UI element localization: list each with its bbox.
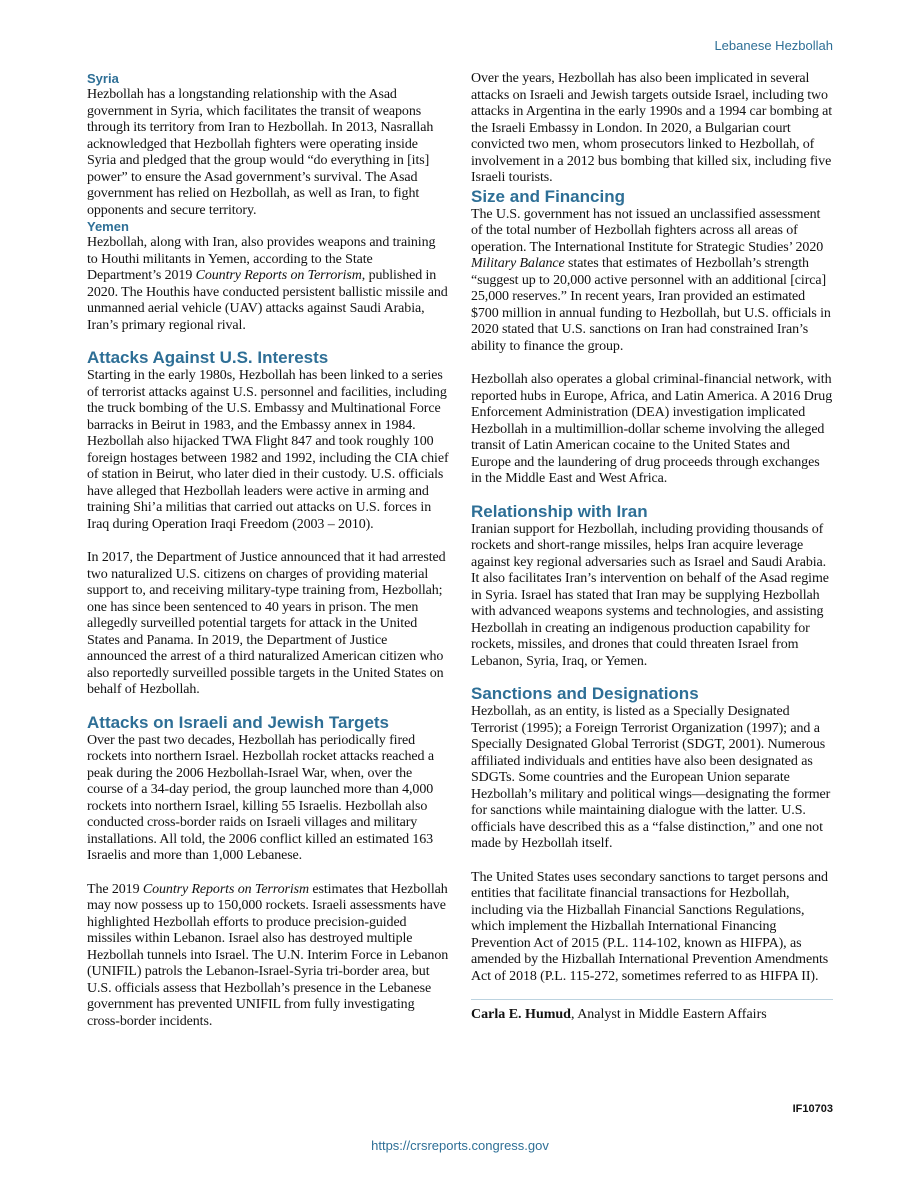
right-column: [471, 71, 833, 1023]
sanctions-paragraph-1: Hezbollah, as an entity, is listed as a Specially Designated Terrorist (1995); a Foreign Terrorist Organization (1997); and a Specially Designated Global Terrorist (SDGT, 2001). Numerous affiliated individuals and entities have also been designated as SDGTs. Some countries and the European Union separate Hezbollah’s military and political wings—designating the former for sanctions while maintaining dialogue with the latter. U.S. officials have described this as a “false distinction,” and one not made by Hezbollah itself.: [471, 704, 831, 851]
author-name: Carla E. Humud: [471, 1007, 571, 1022]
heading-syria: Syria: [87, 71, 119, 86]
section-size-financing: [471, 187, 833, 488]
heading-israeli-targets: Attacks on Israeli and Jewish Targets: [87, 712, 390, 732]
size-financing-paragraph-1: [471, 207, 833, 356]
military-balance-title: Military Balance: [471, 256, 565, 271]
size-text-1: The U.S. government has not issued an unclassified assessment of the total number of Hezbollah fighters across all areas of operation. The International Institute for Strategic Studies’ 2020: [471, 206, 824, 255]
heading-yemen: Yemen: [87, 219, 129, 234]
section-syria: [87, 71, 449, 219]
heading-us-interests: Attacks Against U.S. Interests: [87, 348, 329, 367]
section-us-interests: [87, 348, 449, 699]
section-yemen: [87, 219, 449, 334]
syria-paragraph: Hezbollah has a longstanding relationship with the Asad government in Syria, which facilitates the transit of weapons through its territory from Iran to Hezbollah. In 2013, Nasrallah acknowledged that Hezbollah fighters were operating inside Syria and pledged that the group would “do everything in [its] power” to ensure the Asad government’s survival. The Asad government has relied on Hezbollah, as well as Iran, to fight opponents and secure territory.: [87, 87, 434, 218]
israeli-report-title: Country Reports on Terrorism: [142, 881, 310, 897]
heading-size-financing: Size and Financing: [471, 186, 625, 206]
section-israeli-targets: [87, 713, 449, 1031]
author-title: , Analyst in Middle Eastern Affairs: [570, 1007, 767, 1022]
us-interests-paragraph-1: Starting in the early 1980s, Hezbollah has been linked to a series of terrorist attacks against U.S. personnel and facilities, including the truck bombing of the U.S. Embassy and Multinational Force barracks in Beirut in 1983, and the Embassy annex in 1984. Hezbollah also hijacked TWA Flight 847 and took roughly 100 foreign hostages between 1982 and 1992, including the CIA chief of station in Beirut, who later died in their custody. U.S. officials have alleged that Hezbollah leaders were active in arming and training Shi’a militias that carried out attacks on U.S. forces in Iraq during Operation Iraqi Freedom (2003 – 2010).: [87, 368, 449, 532]
israeli-text-1: The 2019: [87, 881, 143, 897]
heading-iran: Relationship with Iran: [471, 501, 648, 521]
section-sanctions: [471, 684, 833, 985]
section-outside-israel: [471, 71, 833, 187]
iran-paragraph: Iranian support for Hezbollah, including providing thousands of rockets and short-range missiles, helps Iran acquire leverage against key regional adversaries such as Israel and Saudi Arabia. It also facilitates Iran’s intervention on behalf of the Asad regime in Syria. Israel has stated that Iran may be supplying Hezbollah with advanced weapons systems and technologies, and assisting Hezbollah in creating an indigenous production capability for rockets, missiles, and drones that could threaten Israel from Lebanon, Syria, Iraq, or Yemen.: [471, 521, 829, 669]
sanctions-paragraph-2: The United States uses secondary sanctions to target persons and entities that facilitate financial transactions for Hezbollah, including via the Hizballah Financial Sanctions Regulations, which implement the Hizballah International Financing Prevention Act of 2015 (P.L. 114-102, known as HIFPA), as amended by the Hizballah International Prevention Amendments Act of 2018 (P.L. 115-272, sometimes referred to as HIFPA II).: [471, 869, 829, 984]
author-line: [471, 999, 833, 1023]
section-iran: [471, 502, 833, 671]
footer-url[interactable]: https://crsreports.congress.gov: [371, 1138, 549, 1153]
left-column: [87, 71, 449, 1030]
running-header: Lebanese Hezbollah: [714, 38, 833, 53]
israeli-targets-paragraph-1: Over the past two decades, Hezbollah has periodically fired rockets into northern Israel. Hezbollah rocket attacks reached a peak during the 2006 Hezbollah-Israel War, when, over the course of a 34-day period, the group launched more than 4,000 rockets into northern Israel, killing 55 Israelis. Hezbollah also conducted cross-border raids on Israeli villages and military installations. All told, the 2006 conflict killed an estimated 163 Israelis and more than 1,000 Lebanese.: [87, 732, 434, 863]
size-financing-paragraph-2: Hezbollah also operates a global criminal-financial network, with reported hubs in Europe, Africa, and Latin America. A 2016 Drug Enforcement Administration (DEA) investigation implicated Hezbollah in a multimillion-dollar scheme involving the alleged transit of Latin American cocaine to the United States and Europe and the laundering of drug proceeds through exchanges in the Middle East and West Africa.: [471, 372, 833, 486]
heading-sanctions: Sanctions and Designations: [471, 684, 699, 703]
yemen-paragraph: [87, 235, 449, 334]
yemen-text-2: , published in 2020. The Houthis have conducted persistent ballistic missile and unmanned aerial vehicle (UAV) attacks against Saudi Arabia, Iran’s primary regional rival.: [87, 268, 448, 333]
israeli-text-2: estimates that Hezbollah may now possess up to 150,000 rockets. Israeli assessments have highlighted Hezbollah efforts to produce precision-guided missiles within Lebanon. Israel also has destroyed multiple Hezbollah tunnels into Israel. The U.N. Interim Force in Lebanon (UNIFIL) patrols the Lebanon-Israel-Syria tri-border area, but U.S. officials assess that Hezbollah’s presence in the Lebanese government has prevented UNIFIL from fully investigating cross-border incidents.: [87, 881, 449, 1029]
document-number: IF10703: [792, 1103, 833, 1115]
yemen-text-1: Hezbollah, along with Iran, also provides weapons and training to Houthi militants in Yemen, according to the State Department’s 2019: [87, 235, 436, 283]
outside-israel-paragraph: Over the years, Hezbollah has also been implicated in several attacks on Israeli and Jewish targets outside Israel, including two attacks in Argentina in the early 1990s and a 1994 car bombing at the Israeli Embassy in London. In 2020, a Bulgarian court convicted two men, whom prosecutors linked to Hezbollah, of involvement in a 2012 bus bombing that killed six, including five Israeli tourists.: [471, 71, 833, 185]
size-text-2: states that estimates of Hezbollah’s strength “suggest up to 20,000 active personnel with an additional [circa] 25,000 reserves.” In recent years, Iran provided an estimated $700 million in annual funding to Hezbollah, but U.S. officials in 2020 stated that U.S. sanctions on Iran had constrained Iran’s ability to finance the group.: [471, 256, 831, 354]
israeli-targets-paragraph-2: [87, 882, 449, 1031]
yemen-report-title: Country Reports on Terrorism: [195, 268, 362, 283]
us-interests-paragraph-2: In 2017, the Department of Justice announced that it had arrested two naturalized U.S. citizens on charges of providing material support to, and receiving military-type training from, Hezbollah; one has since been sentenced to 40 years in prison. The men allegedly surveilled potential targets for attack in the United States and Panama. In 2019, the Department of Justice announced the arrest of a third naturalized American citizen who also reportedly surveilled possible targets in the United States on behalf of Hezbollah.: [87, 550, 446, 697]
